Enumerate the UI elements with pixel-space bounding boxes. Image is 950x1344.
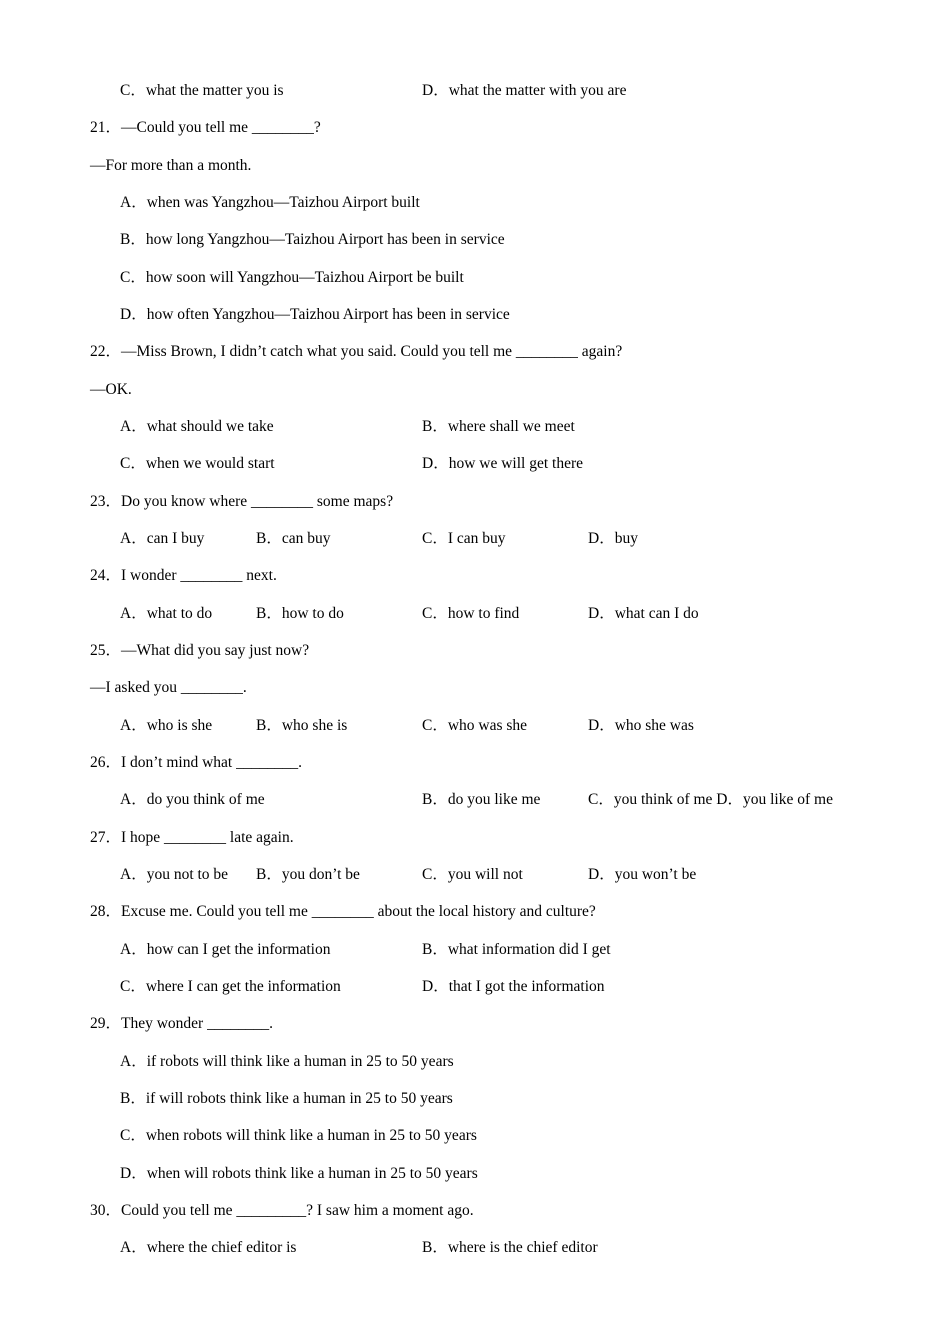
option-23c: C．I can buy [422, 530, 506, 547]
option-24c: C．how to find [422, 605, 520, 622]
question-24: 24．I wonder ________ next. [90, 567, 277, 584]
option-29a: A．if robots will think like a human in 25 to 50 years [120, 1053, 454, 1070]
option-25a: A．who is she [120, 717, 213, 734]
answer-25: —I asked you ________. [90, 679, 247, 696]
option-26a: A．do you think of me [120, 791, 265, 808]
option-23b: B．can buy [256, 530, 331, 547]
option-22c: C．when we would start [120, 455, 275, 472]
option-23d: D．buy [588, 530, 638, 547]
option-29d: D．when will robots think like a human in 25 to 50 years [120, 1165, 478, 1182]
option-26b: B．do you like me [422, 791, 541, 808]
question-22: 22．—Miss Brown, I didn’t catch what you said. Could you tell me ________ again? [90, 343, 623, 360]
option-20d: D．what the matter with you are [422, 82, 627, 99]
option-25b: B．who she is [256, 717, 348, 734]
question-29: 29．They wonder ________. [90, 1015, 273, 1032]
option-21c: C．how soon will Yangzhou—Taizhou Airport be built [120, 269, 464, 286]
answer-21: —For more than a month. [90, 157, 252, 174]
question-28: 28．Excuse me. Could you tell me ________ about the local history and culture? [90, 903, 596, 920]
question-21: 21．—Could you tell me ________? [90, 119, 321, 136]
option-28c: C．where I can get the information [120, 978, 341, 995]
option-25c: C．who was she [422, 717, 528, 734]
question-23: 23．Do you know where ________ some maps? [90, 493, 394, 510]
option-20c: C．what the matter you is [120, 82, 284, 99]
option-29c: C．when robots will think like a human in 25 to 50 years [120, 1127, 477, 1144]
answer-22: —OK. [90, 381, 132, 398]
option-21a: A．when was Yangzhou—Taizhou Airport built [120, 194, 420, 211]
option-27c: C．you will not [422, 866, 523, 883]
option-27d: D．you won’t be [588, 866, 697, 883]
option-28a: A．how can I get the information [120, 941, 331, 958]
option-28d: D．that I got the information [422, 978, 605, 995]
option-24a: A．what to do [120, 605, 213, 622]
option-25d: D．who she was [588, 717, 694, 734]
option-27b: B．you don’t be [256, 866, 360, 883]
question-27: 27．I hope ________ late again. [90, 829, 294, 846]
question-25: 25．—What did you say just now? [90, 642, 310, 659]
option-30a: A．where the chief editor is [120, 1239, 297, 1256]
option-23a: A．can I buy [120, 530, 205, 547]
option-24b: B．how to do [256, 605, 344, 622]
option-29b: B．if will robots think like a human in 25 to 50 years [120, 1090, 453, 1107]
option-27a: A．you not to be [120, 866, 229, 883]
option-30b: B．where is the chief editor [422, 1239, 598, 1256]
option-22b: B．where shall we meet [422, 418, 575, 435]
option-24d: D．what can I do [588, 605, 699, 622]
question-26: 26．I don’t mind what ________. [90, 754, 302, 771]
option-21b: B．how long Yangzhou—Taizhou Airport has been in service [120, 231, 505, 248]
question-30: 30．Could you tell me _________? I saw him a moment ago. [90, 1202, 474, 1219]
option-22a: A．what should we take [120, 418, 274, 435]
option-28b: B．what information did I get [422, 941, 611, 958]
option-21d: D．how often Yangzhou—Taizhou Airport has been in service [120, 306, 510, 323]
option-22d: D．how we will get there [422, 455, 583, 472]
option-26cd: C．you think of me D．you like of me [588, 791, 833, 808]
